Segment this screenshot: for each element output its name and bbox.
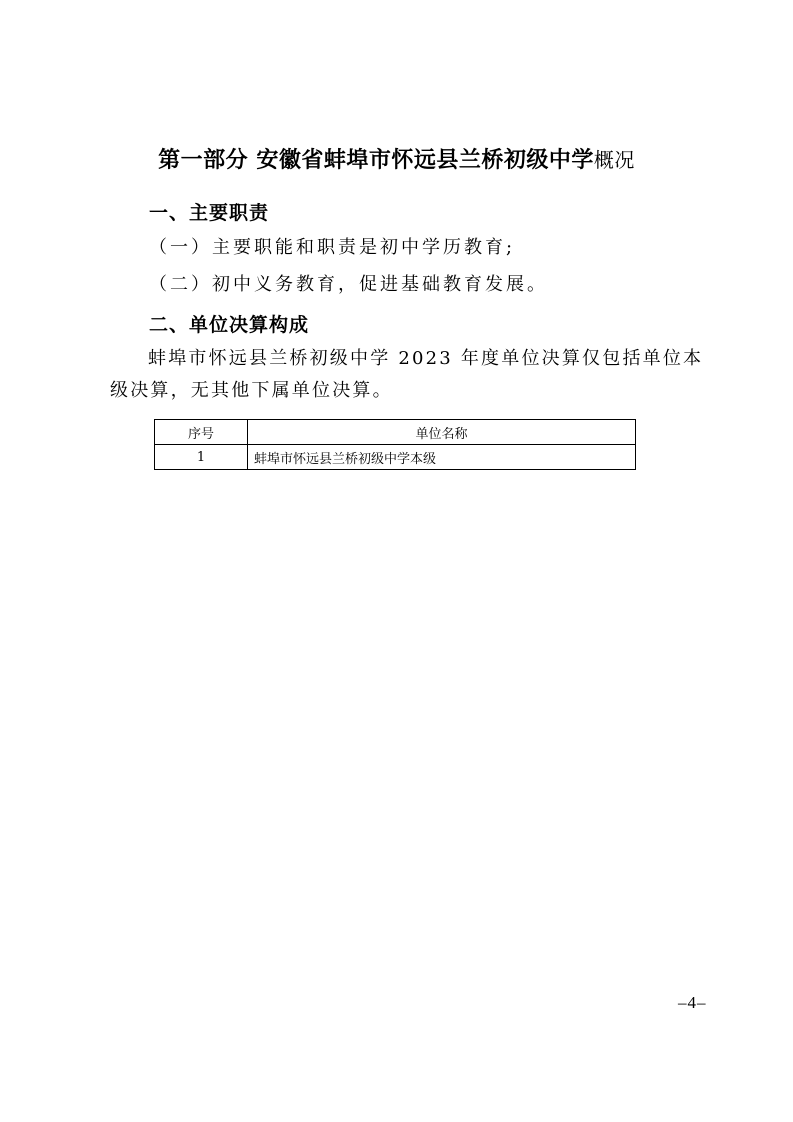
page-title xyxy=(0,143,793,178)
table-row xyxy=(155,445,636,470)
column-header-name: 单位名称 xyxy=(248,420,636,445)
duty-item-2: （二）初中义务教育，促进基础教育发展。 xyxy=(149,274,548,295)
section-heading-composition: 二、单位决算构成 xyxy=(149,314,310,336)
page-title-main: 第一部分 安徽省蚌埠市怀远县兰桥初级中学 xyxy=(158,148,594,173)
table-cell-name: 蚌埠市怀远县兰桥初级中学本级 xyxy=(248,445,636,470)
unit-table xyxy=(154,419,636,470)
table-cell-no: 1 xyxy=(155,445,248,470)
column-header-no: 序号 xyxy=(155,420,248,445)
page-number: –4– xyxy=(678,993,707,1012)
duty-item-1: （一）主要职能和职责是初中学历教育; xyxy=(149,237,516,258)
section-heading-duties: 一、主要职责 xyxy=(149,202,270,224)
page-title-suffix: 概况 xyxy=(593,148,635,172)
composition-paragraph: 蚌埠市怀远县兰桥初级中学 2023 年度单位决算仅包括单位本级决算，无其他下属单位决算。 xyxy=(110,348,704,401)
table-header-row xyxy=(155,420,636,445)
